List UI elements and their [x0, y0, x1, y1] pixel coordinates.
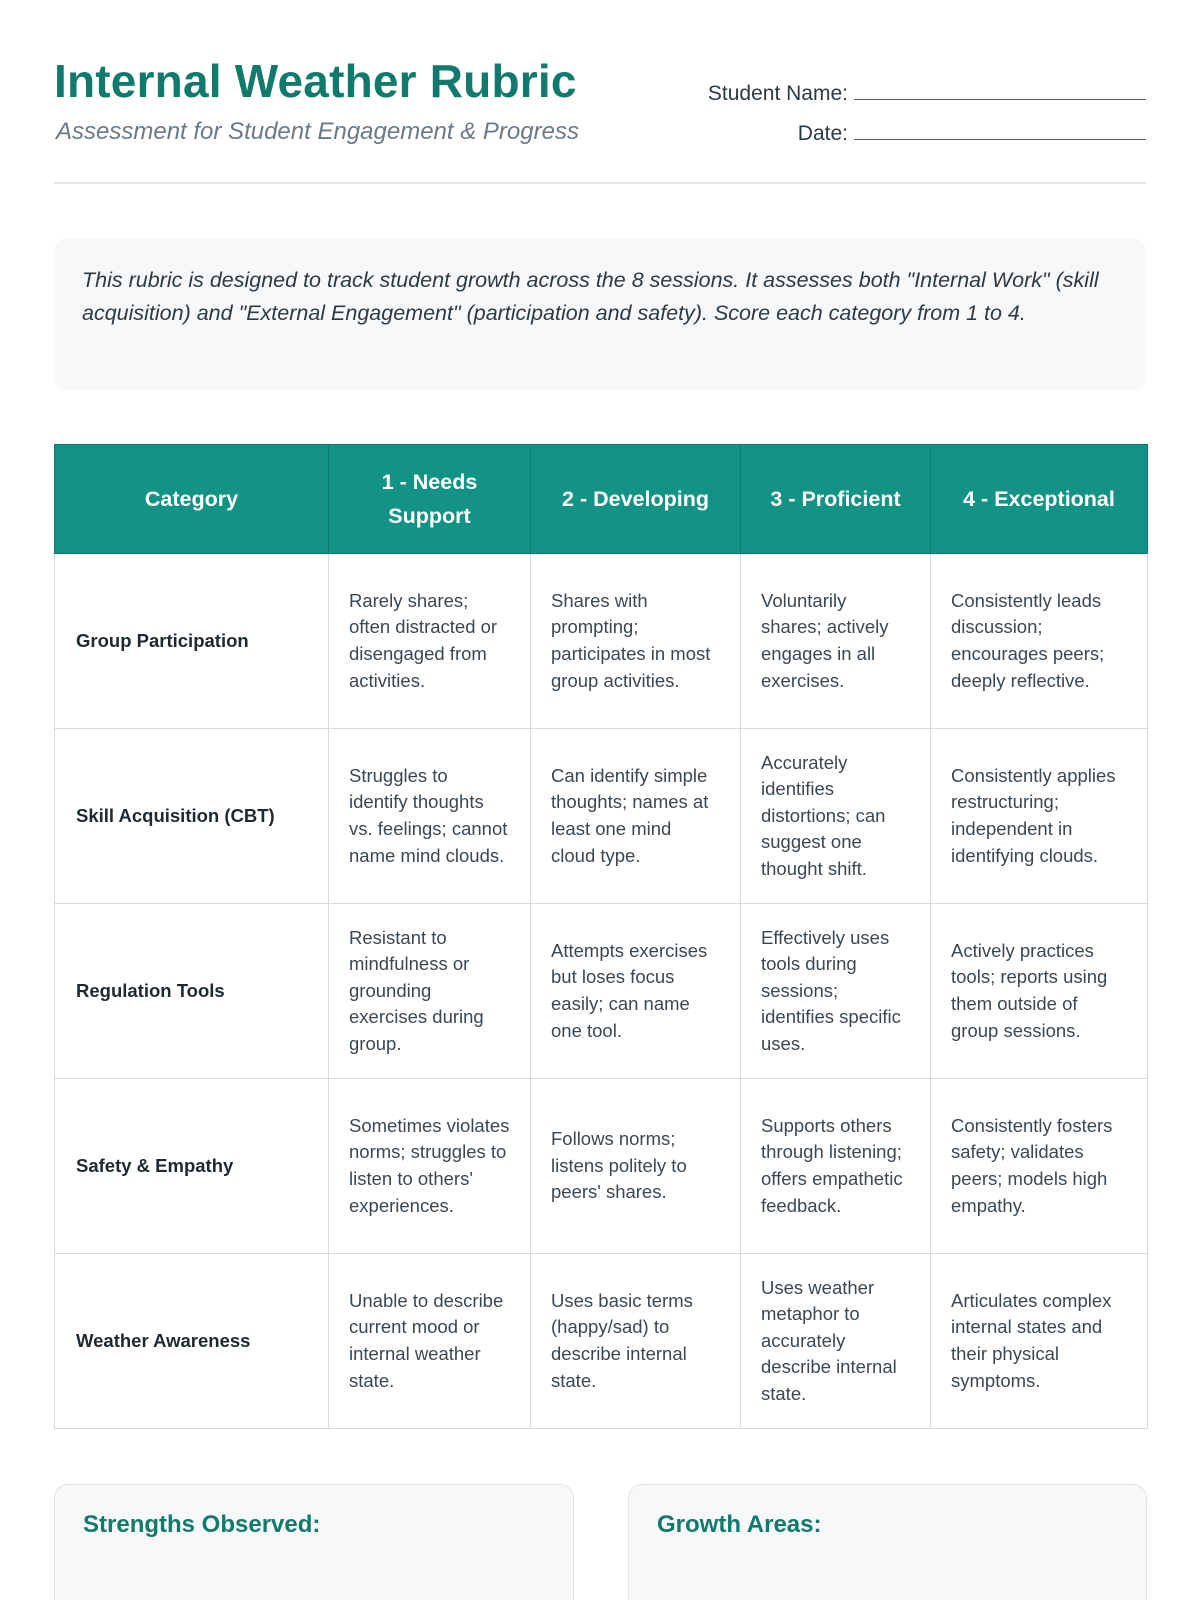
level-3-cell: Uses weather metaphor to accurately describe internal state. — [741, 1254, 931, 1429]
level-2-cell: Shares with prompting; participates in most group activities. — [531, 554, 741, 729]
level-1-cell: Resistant to mindfulness or grounding exercises during group. — [329, 904, 531, 1079]
level-1-cell: Unable to describe current mood or internal weather state. — [329, 1254, 531, 1429]
header-level-2: 2 - Developing — [531, 445, 741, 554]
strengths-title: Strengths Observed: — [83, 1511, 321, 1538]
page-header — [54, 52, 1146, 184]
header-level-1: 1 - Needs Support — [329, 445, 531, 554]
table-row — [55, 729, 1148, 904]
student-name-label: Student Name: — [707, 82, 848, 105]
level-4-cell: Consistently applies restructuring; independent in identifying clouds. — [931, 729, 1148, 904]
level-3-cell: Voluntarily shares; actively engages in all exercises. — [741, 554, 931, 729]
level-3-cell: Effectively uses tools during sessions; identifies specific uses. — [741, 904, 931, 1079]
level-4-cell: Actively practices tools; reports using them outside of group sessions. — [931, 904, 1148, 1079]
level-4-cell: Consistently fosters safety; validates peers; models high empathy. — [931, 1079, 1148, 1254]
table-header-row — [55, 445, 1148, 554]
intro-text: This rubric is designed to track student growth across the 8 sessions. It assesses both "Internal Work" (skill acquisition) and "External Engagement" (participation and safety). Score each category from 1 to 4. — [82, 268, 1099, 325]
rubric-table — [54, 444, 1148, 1429]
date-label: Date: — [797, 122, 848, 145]
intro-box — [54, 238, 1146, 390]
level-1-cell: Rarely shares; often distracted or disengaged from activities. — [329, 554, 531, 729]
level-1-cell: Sometimes violates norms; struggles to listen to others' experiences. — [329, 1079, 531, 1254]
header-level-4: 4 - Exceptional — [931, 445, 1148, 554]
category-cell: Weather Awareness — [55, 1254, 329, 1429]
category-cell: Regulation Tools — [55, 904, 329, 1079]
category-cell: Group Participation — [55, 554, 329, 729]
page-title: Internal Weather Rubric — [54, 55, 577, 107]
student-name-row — [676, 82, 1146, 122]
category-cell: Safety & Empathy — [55, 1079, 329, 1254]
category-cell: Skill Acquisition (CBT) — [55, 729, 329, 904]
table-row — [55, 1254, 1148, 1429]
header-level-3: 3 - Proficient — [741, 445, 931, 554]
table-row — [55, 1079, 1148, 1254]
page-subtitle: Assessment for Student Engagement & Progress — [56, 118, 579, 145]
level-2-cell: Attempts exercises but loses focus easily; can name one tool. — [531, 904, 741, 1079]
date-row — [676, 122, 1146, 162]
strengths-box[interactable] — [54, 1484, 574, 1600]
level-4-cell: Consistently leads discussion; encourages peers; deeply reflective. — [931, 554, 1148, 729]
student-name-field[interactable] — [854, 82, 1146, 100]
date-field[interactable] — [854, 122, 1146, 140]
level-2-cell: Uses basic terms (happy/sad) to describe internal state. — [531, 1254, 741, 1429]
level-1-cell: Struggles to identify thoughts vs. feelings; cannot name mind clouds. — [329, 729, 531, 904]
table-row — [55, 554, 1148, 729]
student-fields — [676, 82, 1146, 162]
level-2-cell: Follows norms; listens politely to peers' shares. — [531, 1079, 741, 1254]
level-3-cell: Supports others through listening; offers empathetic feedback. — [741, 1079, 931, 1254]
level-4-cell: Articulates complex internal states and their physical symptoms. — [931, 1254, 1148, 1429]
header-category: Category — [55, 445, 329, 554]
level-2-cell: Can identify simple thoughts; names at least one mind cloud type. — [531, 729, 741, 904]
level-3-cell: Accurately identifies distortions; can suggest one thought shift. — [741, 729, 931, 904]
table-row — [55, 904, 1148, 1079]
growth-box[interactable] — [628, 1484, 1147, 1600]
growth-title: Growth Areas: — [657, 1511, 822, 1538]
